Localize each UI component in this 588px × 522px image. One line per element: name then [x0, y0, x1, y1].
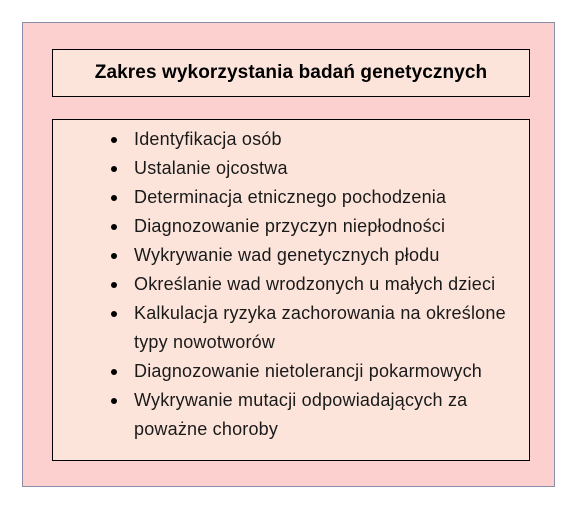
list-item	[53, 154, 529, 183]
bullet-icon	[111, 224, 117, 230]
bullet-icon	[111, 253, 117, 259]
page-title: Zakres wykorzystania badań genetycznych	[94, 62, 488, 83]
list-item	[53, 386, 529, 444]
list-item-text: Diagnozowanie nietolerancji pokarmowych	[134, 361, 482, 381]
bullet-list	[53, 125, 529, 444]
bullet-icon	[111, 195, 117, 201]
list-item-text: Kalkulacja ryzyka zachorowania na określone typy nowotworów	[134, 303, 506, 352]
list-item-text: Ustalanie ojcostwa	[134, 158, 288, 178]
list-item-text: Identyfikacja osób	[134, 129, 282, 149]
outer-frame	[22, 22, 555, 487]
bullet-icon	[111, 282, 117, 288]
bullet-icon	[111, 137, 117, 143]
list-item-text: Diagnozowanie przyczyn niepłodności	[134, 216, 446, 236]
list-item-text: Wykrywanie mutacji odpowiadających za poważne choroby	[134, 390, 468, 439]
list-item	[53, 183, 529, 212]
bullet-icon	[111, 369, 117, 375]
bullet-icon	[111, 311, 117, 317]
list-item-text: Określanie wad wrodzonych u małych dzieci	[134, 274, 496, 294]
list-item	[53, 212, 529, 241]
bullet-icon	[111, 398, 117, 404]
list-box	[52, 119, 530, 461]
list-item	[53, 270, 529, 299]
list-item	[53, 125, 529, 154]
list-item-text: Wykrywanie wad genetycznych płodu	[134, 245, 440, 265]
list-item-text: Determinacja etnicznego pochodzenia	[134, 187, 447, 207]
list-item	[53, 299, 529, 357]
list-item	[53, 241, 529, 270]
bullet-icon	[111, 166, 117, 172]
list-item	[53, 357, 529, 386]
title-box	[52, 49, 530, 97]
